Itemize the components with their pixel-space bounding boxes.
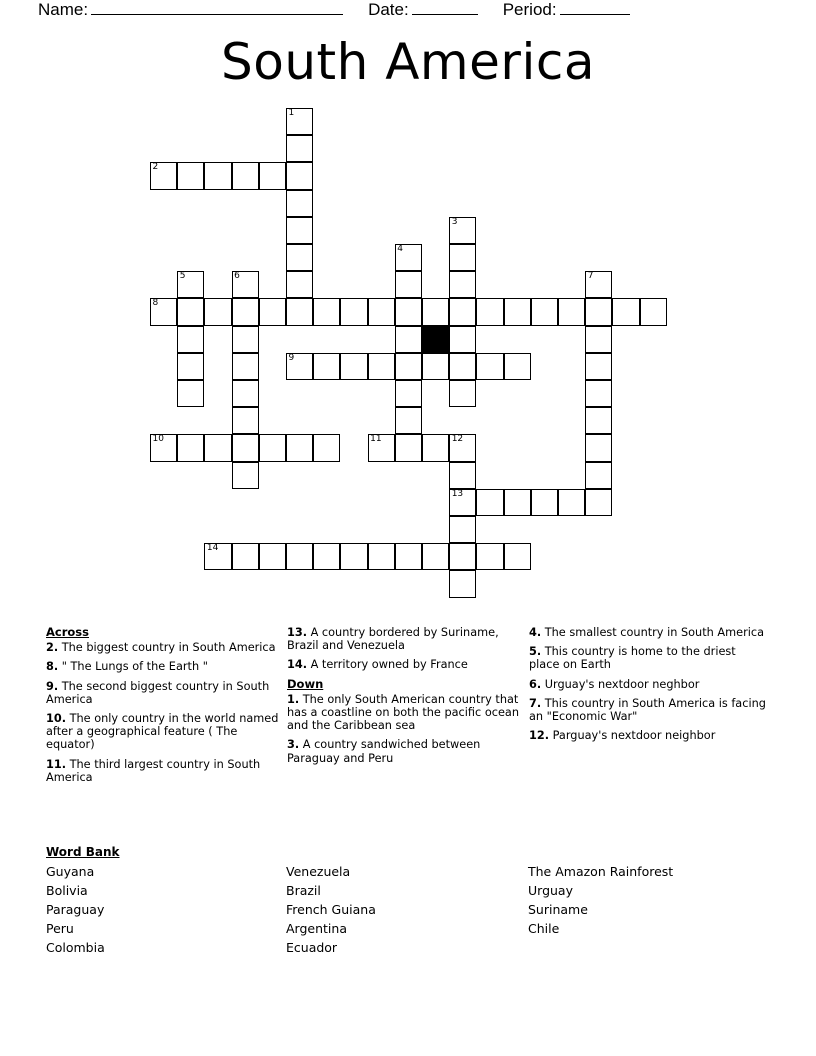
word-bank-entry: Bolivia <box>46 883 88 898</box>
clue-item <box>529 697 767 723</box>
crossword-cell[interactable] <box>422 298 449 325</box>
word-bank-entry: Venezuela <box>286 864 351 879</box>
crossword-cell[interactable] <box>177 326 204 353</box>
crossword-cell[interactable] <box>204 298 231 325</box>
crossword-cell[interactable] <box>177 353 204 380</box>
clue-text: The biggest country in South America <box>58 641 276 655</box>
crossword-cell[interactable] <box>476 489 503 516</box>
crossword-cell[interactable] <box>232 162 259 189</box>
clue-number: 7. <box>529 696 542 710</box>
clue-number: 12. <box>529 729 550 743</box>
clue-column-3 <box>529 626 767 748</box>
crossword-cell[interactable] <box>422 434 449 461</box>
worksheet-header <box>0 0 816 28</box>
crossword-cell[interactable] <box>259 162 286 189</box>
crossword-cell[interactable] <box>585 353 612 380</box>
crossword-cell[interactable] <box>395 353 422 380</box>
crossword-cell[interactable] <box>286 162 313 189</box>
crossword-cell[interactable] <box>286 434 313 461</box>
crossword-cell[interactable] <box>395 326 422 353</box>
clue-item <box>46 660 282 673</box>
clue-text: A territory owned by France <box>307 658 468 672</box>
crossword-cell[interactable] <box>177 162 204 189</box>
clue-item <box>529 645 767 671</box>
cell-number: 13 <box>451 488 464 499</box>
clue-text: This country is home to the driest place on Earth <box>529 645 736 672</box>
crossword-cell[interactable] <box>204 162 231 189</box>
clue-text: This country in South America is facing an "Economic War" <box>529 696 766 724</box>
crossword-cell[interactable] <box>449 271 476 298</box>
cell-number: 6 <box>234 271 240 282</box>
clue-item <box>46 680 282 706</box>
cell-number: 4 <box>397 244 404 254</box>
crossword-cell[interactable] <box>232 407 259 434</box>
crossword-cell[interactable] <box>286 271 313 298</box>
clue-number: 9. <box>46 679 59 693</box>
clue-number: 5. <box>529 645 542 659</box>
crossword-cell[interactable] <box>449 434 476 461</box>
word-bank-entry: Peru <box>46 921 74 936</box>
clue-item <box>46 758 282 784</box>
cell-number: 12 <box>451 434 464 445</box>
crossword-cell[interactable] <box>286 108 313 135</box>
date-label: Date: <box>368 0 409 19</box>
crossword-cell[interactable] <box>449 326 476 353</box>
cell-number: 9 <box>288 352 295 363</box>
crossword-cell[interactable] <box>395 380 422 407</box>
crossword-cell[interactable] <box>395 434 422 461</box>
clue-number: 3. <box>287 738 300 752</box>
crossword-cell[interactable] <box>286 298 313 325</box>
crossword-cell[interactable] <box>286 353 313 380</box>
word-bank-column-3 <box>528 862 778 938</box>
clue-section-heading: Down <box>287 676 324 691</box>
crossword-cell[interactable] <box>150 162 177 189</box>
clue-text: " The Lungs of the Earth " <box>58 660 208 674</box>
page-title: South America <box>221 33 595 91</box>
crossword-cell[interactable] <box>368 298 395 325</box>
word-bank-entry: Brazil <box>286 883 321 898</box>
clue-text: The only South American country that has a coastline on both the pacific ocean and the Caribbean sea <box>287 692 519 733</box>
period-label: Period: <box>502 0 557 19</box>
clue-text: A country sandwiched between Paraguay and Peru <box>287 738 481 765</box>
crossword-cell[interactable] <box>368 434 395 461</box>
crossword-cell[interactable] <box>449 570 476 597</box>
crossword-cell[interactable] <box>449 244 476 271</box>
crossword-cell[interactable] <box>232 271 259 298</box>
crossword-cell[interactable] <box>177 434 204 461</box>
cell-number: 11 <box>370 434 382 445</box>
word-bank <box>46 845 786 962</box>
clue-number: 4. <box>529 626 542 639</box>
crossword-cell[interactable] <box>558 489 585 516</box>
clue-text: A country bordered by Suriname, Brazil and Venezuela <box>287 626 499 653</box>
crossword-cell[interactable] <box>232 543 259 570</box>
crossword-cell[interactable] <box>313 543 340 570</box>
word-bank-columns <box>46 862 786 962</box>
clue-column-1 <box>46 626 282 790</box>
crossword-cell[interactable] <box>286 244 313 271</box>
crossword-cell[interactable] <box>531 298 558 325</box>
crossword-cell[interactable] <box>340 298 367 325</box>
crossword-cell[interactable] <box>340 353 367 380</box>
crossword-blocked-cell <box>422 326 449 353</box>
crossword-cell[interactable] <box>585 380 612 407</box>
word-bank-entry: Suriname <box>528 902 588 917</box>
crossword-cell[interactable] <box>504 298 531 325</box>
clue-number: 10. <box>46 712 67 726</box>
crossword-cell[interactable] <box>504 353 531 380</box>
crossword-cell[interactable] <box>585 434 612 461</box>
crossword-cell[interactable] <box>449 353 476 380</box>
crossword-cell[interactable] <box>232 353 259 380</box>
crossword-cell[interactable] <box>449 489 476 516</box>
crossword-cell[interactable] <box>313 353 340 380</box>
clue-item <box>46 641 282 654</box>
crossword-cell[interactable] <box>313 434 340 461</box>
clues-area <box>0 626 816 836</box>
clue-item <box>287 658 519 671</box>
crossword-cell[interactable] <box>504 489 531 516</box>
name-blank-line[interactable] <box>91 2 343 15</box>
crossword-cell[interactable] <box>232 326 259 353</box>
cell-number: 8 <box>152 298 159 309</box>
word-bank-entry: French Guiana <box>286 902 376 917</box>
crossword-cell[interactable] <box>422 543 449 570</box>
crossword-cell[interactable] <box>259 434 286 461</box>
crossword-cell[interactable] <box>177 380 204 407</box>
crossword-cell[interactable] <box>340 543 367 570</box>
word-bank-entry: Argentina <box>286 921 347 936</box>
crossword-cell[interactable] <box>612 298 639 325</box>
clue-number: 6. <box>529 677 542 691</box>
word-bank-entry: Guyana <box>46 864 95 879</box>
crossword-cell[interactable] <box>476 298 503 325</box>
crossword-cell[interactable] <box>286 217 313 244</box>
crossword-cell[interactable] <box>449 217 476 244</box>
crossword-cell[interactable] <box>313 298 340 325</box>
crossword-cell[interactable] <box>150 434 177 461</box>
word-bank-entry: Ecuador <box>286 940 338 955</box>
crossword-cell[interactable] <box>259 298 286 325</box>
clue-number: 11. <box>46 757 67 771</box>
crossword-cell[interactable] <box>395 271 422 298</box>
crossword-cell[interactable] <box>286 190 313 217</box>
crossword-cell[interactable] <box>395 407 422 434</box>
word-bank-entry: Urguay <box>528 883 573 898</box>
crossword-cell[interactable] <box>558 298 585 325</box>
crossword-cell[interactable] <box>232 298 259 325</box>
date-blank-line[interactable] <box>412 2 478 15</box>
crossword-cell[interactable] <box>504 543 531 570</box>
crossword-cell[interactable] <box>368 543 395 570</box>
clue-item <box>529 729 767 742</box>
crossword-grid <box>150 108 680 598</box>
crossword-cell[interactable] <box>476 543 503 570</box>
crossword-cell[interactable] <box>585 462 612 489</box>
clue-number: 8. <box>46 660 59 674</box>
crossword-cell[interactable] <box>286 543 313 570</box>
clue-item <box>287 738 519 764</box>
name-label: Name: <box>38 0 89 19</box>
cell-number: 5 <box>179 271 186 282</box>
clue-text: Parguay's nextdoor neighbor <box>549 729 716 743</box>
clue-item <box>529 678 767 691</box>
crossword-cell[interactable] <box>286 135 313 162</box>
crossword-cell[interactable] <box>585 298 612 325</box>
crossword-cell[interactable] <box>177 271 204 298</box>
cell-number: 7 <box>587 271 594 282</box>
cell-number: 2 <box>152 162 159 173</box>
crossword-cell[interactable] <box>585 271 612 298</box>
crossword-cell[interactable] <box>640 298 667 325</box>
crossword-cell[interactable] <box>531 489 558 516</box>
crossword-cell[interactable] <box>232 380 259 407</box>
crossword-cell[interactable] <box>177 298 204 325</box>
crossword-cell[interactable] <box>259 543 286 570</box>
clue-text: The only country in the world named after a geographical feature ( The equator) <box>46 712 279 752</box>
cell-number: 10 <box>152 434 164 445</box>
cell-number: 1 <box>288 108 295 118</box>
word-bank-entry: Paraguay <box>46 902 105 917</box>
clue-text: The smallest country in South America <box>541 626 764 639</box>
crossword-cell[interactable] <box>204 543 231 570</box>
crossword-cell[interactable] <box>585 407 612 434</box>
crossword-cell[interactable] <box>395 244 422 271</box>
cell-number: 3 <box>451 216 458 227</box>
word-bank-column-1 <box>46 862 276 957</box>
word-bank-entry: Chile <box>528 921 560 936</box>
crossword-cell[interactable] <box>422 353 449 380</box>
clue-item <box>287 626 519 652</box>
clue-number: 13. <box>287 626 308 639</box>
crossword-cell[interactable] <box>449 298 476 325</box>
clue-number: 2. <box>46 641 59 655</box>
crossword-cell[interactable] <box>449 543 476 570</box>
word-bank-column-2 <box>286 862 516 957</box>
clue-text: The second biggest country in South America <box>46 679 270 706</box>
crossword-cell[interactable] <box>585 326 612 353</box>
clue-item <box>529 626 767 639</box>
cell-number: 14 <box>206 543 219 554</box>
clue-number: 14. <box>287 658 308 672</box>
crossword-cell[interactable] <box>476 353 503 380</box>
clue-item <box>46 712 282 752</box>
crossword-cell[interactable] <box>395 543 422 570</box>
clue-number: 1. <box>287 692 300 706</box>
word-bank-title: Word Bank <box>46 845 120 859</box>
crossword-cell[interactable] <box>585 489 612 516</box>
crossword-cell[interactable] <box>204 434 231 461</box>
crossword-cell[interactable] <box>395 298 422 325</box>
crossword-cell[interactable] <box>449 462 476 489</box>
crossword-cell[interactable] <box>449 516 476 543</box>
crossword-cell[interactable] <box>368 353 395 380</box>
period-blank-line[interactable] <box>560 2 630 15</box>
crossword-cell[interactable] <box>150 298 177 325</box>
clue-text: Urguay's nextdoor neghbor <box>541 677 700 691</box>
clue-item <box>287 693 519 733</box>
clue-section-heading: Across <box>46 625 89 639</box>
word-bank-entry: The Amazon Rainforest <box>528 864 674 879</box>
clue-column-2 <box>287 626 519 771</box>
crossword-cell[interactable] <box>232 434 259 461</box>
crossword-cell[interactable] <box>449 380 476 407</box>
word-bank-entry: Colombia <box>46 940 105 955</box>
clue-text: The third largest country in South America <box>46 757 261 784</box>
crossword-cell[interactable] <box>232 462 259 489</box>
